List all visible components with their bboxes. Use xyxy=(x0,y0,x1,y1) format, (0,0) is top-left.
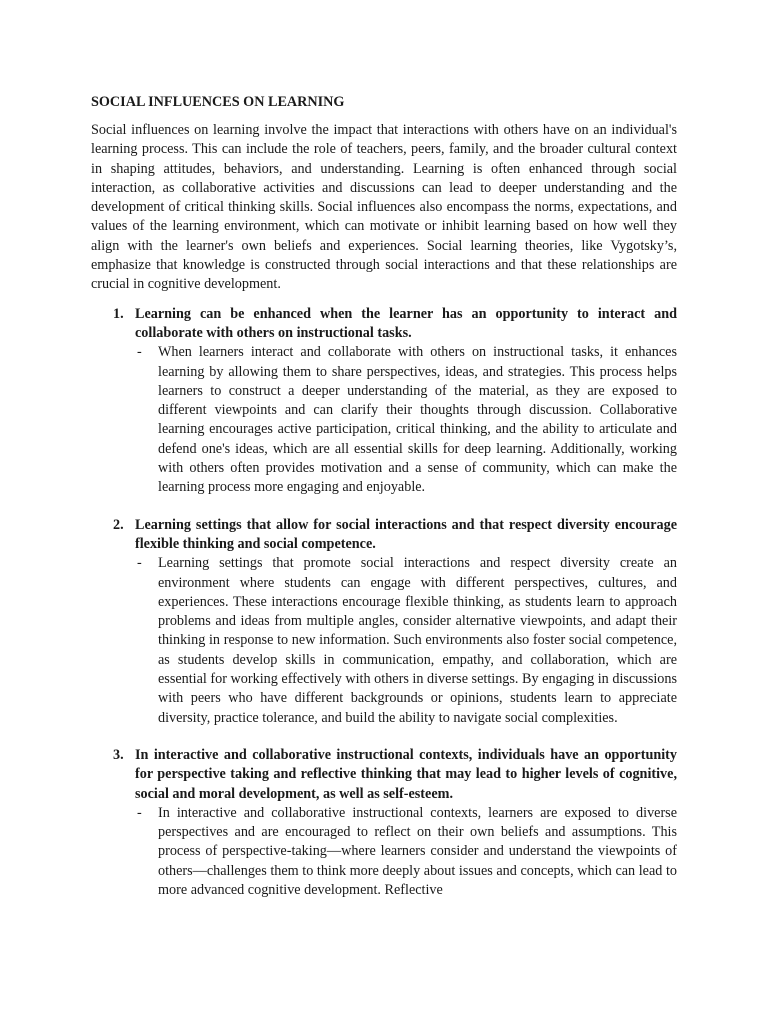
list-item xyxy=(91,746,677,900)
list-item xyxy=(91,305,677,498)
sub-bullet xyxy=(135,804,677,900)
point-heading: In interactive and collaborative instructional contexts, individuals have an opportunity for perspective taking and reflective thinking that may lead to higher levels of cognitive, social and moral development, as well as self-esteem. xyxy=(135,746,677,802)
point-heading: Learning can be enhanced when the learner has an opportunity to interact and collaborate with others on instructional tasks. xyxy=(135,305,677,341)
document-page xyxy=(91,92,677,918)
point-heading: Learning settings that allow for social interactions and that respect diversity encourage flexible thinking and social competence. xyxy=(135,516,677,552)
list-number: 1. xyxy=(113,305,124,322)
list-number: 3. xyxy=(113,746,124,763)
point-explanation: Learning settings that promote social interactions and respect diversity create an environment where students can engage with different perspectives, cultures, and experiences. These interactions encourage flexible thinking, as students learn to approach problems and ideas from multiple angles, consider alternative viewpoints, and adapt their thinking in response to new information. Such environments also foster social competence, as students develop skills in communication, empathy, and collaboration, which are essential for working effectively with others in diverse settings. By engaging in discussions with peers who have different backgrounds or opinions, students learn to appreciate diversity, practice tolerance, and build the ability to navigate social complexities. xyxy=(158,555,677,726)
intro-paragraph: Social influences on learning involve the impact that interactions with others have on an individual's learning process. This can include the role of teachers, peers, family, and the broader cultural context in shaping attitudes, behaviors, and understanding. Learning is often enhanced through social interaction, as collaborative activities and discussions can lead to deeper understanding and the development of critical thinking skills. Social influences also encompass the norms, expectations, and values of the learning environment, which can motivate or inhibit learning based on how well they align with the learner's own beliefs and experiences. Social learning theories, like Vygotsky’s, emphasize that knowledge is constructed through social interactions and that these relationships are crucial in cognitive development. xyxy=(91,122,677,293)
sub-bullet xyxy=(135,343,677,497)
document-title: SOCIAL INFLUENCES ON LEARNING xyxy=(91,94,345,110)
sub-bullet xyxy=(135,554,677,728)
point-explanation: In interactive and collaborative instructional contexts, learners are exposed to diverse perspectives and are encouraged to reflect on their own beliefs and assumptions. This process of perspective-taking—where learners consider and understand the viewpoints of others—challenges them to think more deeply about issues and concepts, which can lead to more advanced cognitive development. Reflective xyxy=(158,804,677,898)
point-explanation: When learners interact and collaborate with others on instructional tasks, it enhances learning by allowing them to share perspectives, ideas, and strategies. This process helps learners to construct a deeper understanding of the material, as they are exposed to different viewpoints and can clarify their thoughts through discussion. Collaborative learning encourages active participation, critical thinking, and the ability to articulate and defend one's ideas, which are all essential skills for deep learning. Additionally, working with others often provides motivation and a sense of community, which can make the learning process more engaging and enjoyable. xyxy=(158,344,677,496)
list-number: 2. xyxy=(113,516,124,533)
numbered-list xyxy=(91,305,677,901)
dash-bullet: - xyxy=(137,804,142,821)
dash-bullet: - xyxy=(137,555,142,572)
dash-bullet: - xyxy=(137,344,142,361)
list-item xyxy=(91,516,677,728)
